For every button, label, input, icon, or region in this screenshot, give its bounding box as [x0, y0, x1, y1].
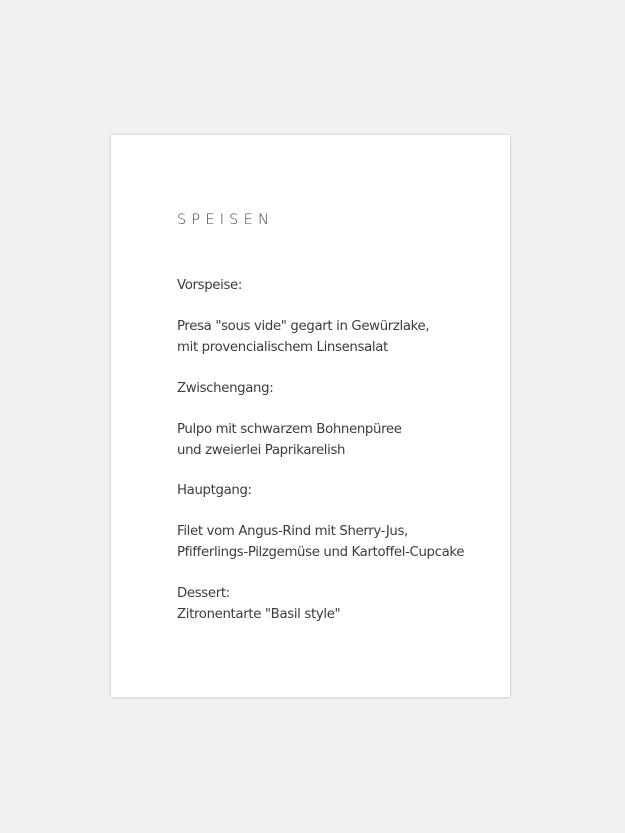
menu-courses: [177, 275, 500, 625]
course-dessert: [177, 583, 500, 625]
dish-line: Filet vom Angus-Rind mit Sherry-Jus,: [177, 524, 408, 539]
course-starter: [177, 275, 500, 358]
dish-line: mit provencialischem Linsensalat: [177, 340, 388, 355]
course-heading: Dessert:: [177, 585, 230, 601]
course-intermediate: [177, 378, 500, 461]
dish-line: Zitronentarte "Basil style": [177, 606, 341, 622]
menu-card: [111, 135, 510, 697]
menu-title: SPEISEN: [177, 212, 274, 228]
course-main: [177, 480, 500, 563]
dish-line: und zweierlei Paprikarelish: [177, 442, 346, 458]
dish-line: Pulpo mit schwarzem Bohnenpüree: [177, 421, 402, 437]
dish-line: Pfifferlings-Pilzgemüse und Kartoffel-Cupcake: [177, 545, 465, 560]
course-heading: Vorspeise:: [177, 278, 242, 293]
course-heading: Hauptgang:: [177, 483, 252, 498]
menu-content: [177, 211, 500, 625]
course-heading: Zwischengang:: [177, 380, 274, 396]
dish-line: Presa "sous vide" gegart in Gewürzlake,: [177, 319, 430, 334]
